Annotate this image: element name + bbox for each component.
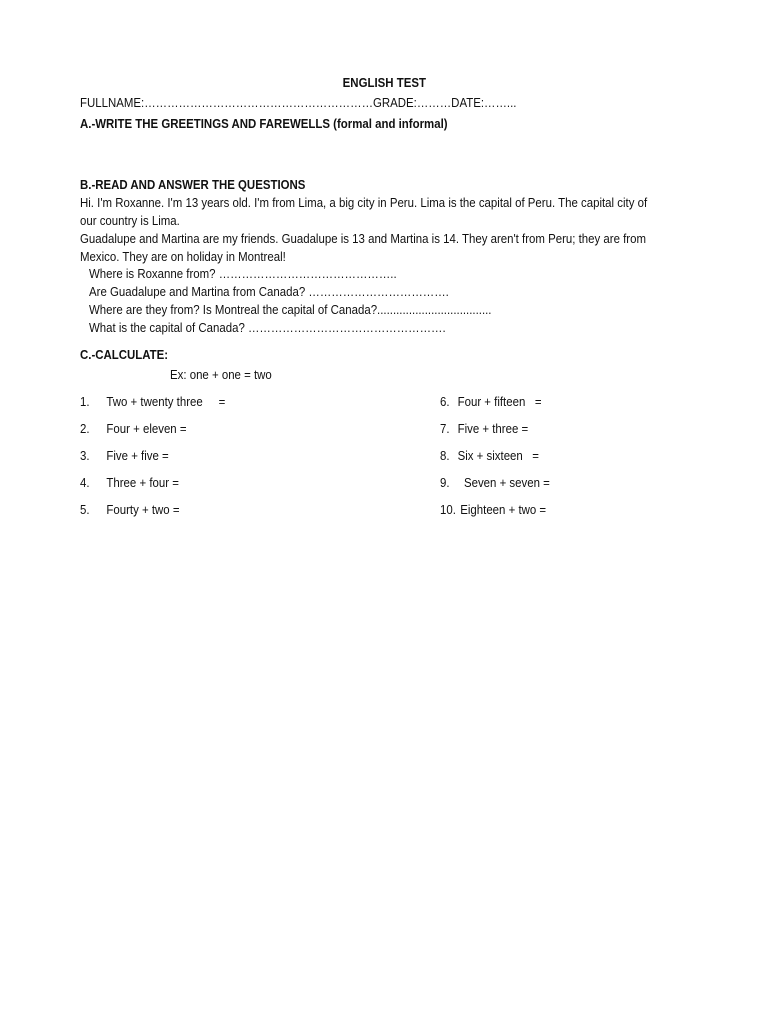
reading-paragraph-2: Guadalupe and Martina are my friends. Guadalupe is 13 and Martina is 14. They aren't from Peru; they are from Mexico. They are on holiday in Montreal!	[80, 231, 647, 264]
calc-item-10: 10. Eighteen + two =	[440, 502, 547, 517]
calc-item-8: 8. Six + sixteen =	[440, 448, 539, 463]
page-title: ENGLISH TEST	[342, 75, 426, 90]
calc-item-5: 5. Fourty + two =	[80, 502, 180, 517]
calc-item-6: 6. Four + fifteen =	[440, 394, 542, 409]
question-4: What is the capital of Canada? …………………………………………….	[89, 320, 446, 335]
section-b-heading: B.-READ AND ANSWER THE QUESTIONS	[80, 177, 306, 192]
question-3: Where are they from? Is Montreal the capital of Canada?....................................	[89, 302, 492, 317]
section-c-heading: C.-CALCULATE:	[80, 347, 169, 362]
calc-item-7: 7. Five + three =	[440, 421, 529, 436]
calc-item-3: 3. Five + five =	[80, 448, 169, 463]
calc-item-4: 4. Three + four =	[80, 475, 179, 490]
student-info-line: FULLNAME:……………………………………………………GRADE:………DATE:……...	[80, 95, 517, 110]
calc-item-9: 9. Seven + seven =	[440, 475, 550, 490]
calculate-example: Ex: one + one = two	[170, 367, 272, 382]
question-2: Are Guadalupe and Martina from Canada? ……………………………….	[89, 284, 449, 299]
section-a-heading: A.-WRITE THE GREETINGS AND FAREWELLS (formal and informal)	[80, 116, 448, 131]
calc-item-1: 1. Two + twenty three =	[80, 394, 226, 409]
calc-item-2: 2. Four + eleven =	[80, 421, 187, 436]
question-1: Where is Roxanne from? ………………………………………..	[89, 266, 397, 281]
reading-paragraph-1: Hi. I'm Roxanne. I'm 13 years old. I'm from Lima, a big city in Peru. Lima is the capital of Peru. The capital city of our country is Lima.	[80, 195, 648, 228]
